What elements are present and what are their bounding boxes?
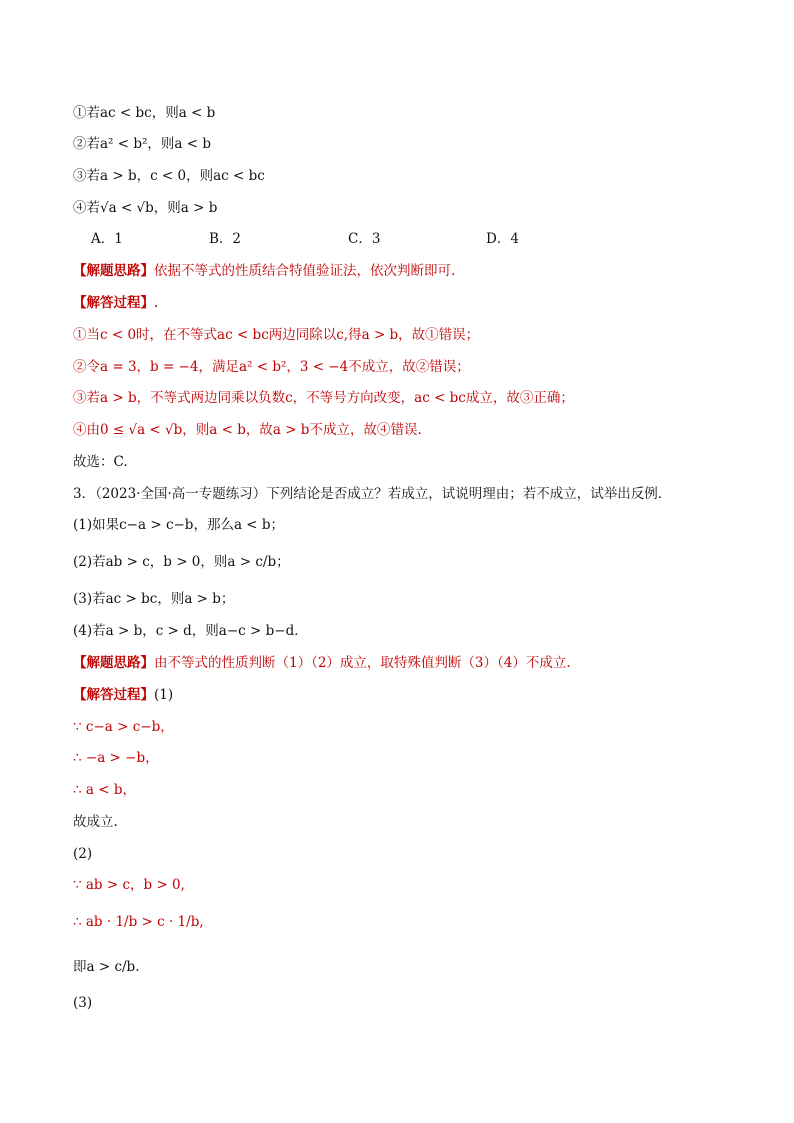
q3-item-3: (3)若ac > bc，则a > b； [73,591,235,607]
q3-part1-step-1: ∵ c−a > c−b， [73,719,174,735]
q2-process [73,294,158,312]
q3-part1-label: (1) [154,687,174,703]
q3-part2-label: (2) [73,846,93,862]
q3-title: 3．（2023·全国·高一专题练习）下列结论是否成立？若成立，试说明理由；若不成立，试举出反例． [73,486,672,502]
q3-part2-step-1: ∵ ab > c，b > 0, [73,877,185,893]
q3-item-1: (1)如果c−a > c−b，那么a < b； [73,517,285,533]
q3-part2-conclusion: 即a > c/b. [73,959,140,975]
q3-part1-step-3: ∴ a < b， [73,782,136,798]
q2-step-1: ①当c < 0时，在不等式ac < bc两边同除以c,得a > b，故①错误； [73,327,480,343]
q2-idea-text: 依据不等式的性质结合特值验证法，依次判断即可. [154,263,456,279]
q2-step-3: ③若a > b，不等式两边同乘以负数c，不等号方向改变，ac < bc成立，故③正确； [73,390,574,406]
statement-4: ④若√a < √b，则a > b [73,200,218,216]
q3-part3-label: (3) [73,995,93,1011]
q2-step-4: ④由0 ≤ √a < √b，则a < b，故a > b不成立，故④错误. [73,422,422,438]
option-d: D．4 [486,231,519,247]
statement-3: ③若a > b，c < 0，则ac < bc [73,168,265,184]
q3-idea-text: 由不等式的性质判断（1）（2）成立，取特殊值判断（3）（4）不成立. [154,655,571,671]
q3-item-4: (4)若a > b，c > d，则a−c > b−d． [73,623,308,639]
q2-idea-label: 【解题思路】 [73,263,154,279]
q3-idea-label: 【解题思路】 [73,655,154,671]
q2-answer: 故选：C. [73,454,128,470]
option-a: A．1 [91,231,123,247]
q3-part2-step-2: ∴ ab · 1/b > c · 1/b, [73,914,204,930]
q3-item-2: (2)若ab > c，b > 0，则a > c/b； [73,554,290,570]
option-c: C．3 [348,231,381,247]
q3-process [73,686,173,704]
statement-2: ②若a² < b²，则a < b [73,136,211,152]
q3-process-label: 【解答过程】 [73,687,154,703]
q3-part1-step-2: ∴ −a > −b， [73,750,159,766]
q3-idea [73,654,571,672]
q2-process-label: 【解答过程】 [73,295,154,311]
option-b: B．2 [209,231,242,247]
q2-idea [73,262,455,280]
q2-step-2: ②令a = 3，b = −4，满足a² < b²，3 < −4不成立，故②错误； [73,359,470,375]
q3-part1-conclusion: 故成立. [73,814,118,830]
statement-1: ①若ac < bc，则a < b [73,105,216,121]
q2-process-text: . [154,295,159,311]
